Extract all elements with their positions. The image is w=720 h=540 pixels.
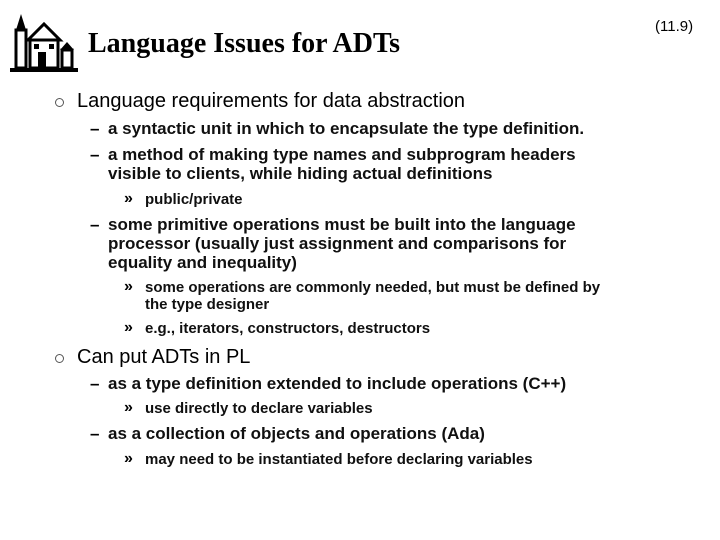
item-public-private: public/private xyxy=(145,191,243,208)
sub-primitive-operations-line3: equality and inequality) xyxy=(108,253,297,272)
dash-marker: – xyxy=(90,119,100,138)
sub-primitive-operations-line2: processor (usually just assignment and comparisons for xyxy=(108,234,567,253)
raquo-marker: » xyxy=(124,450,133,467)
raquo-marker: » xyxy=(124,190,133,207)
bullet-can-put-adts: Can put ADTs in PL xyxy=(77,346,251,368)
sub-primitive-operations-line1: some primitive operations must be built into the language xyxy=(108,215,576,234)
item-iterators: e.g., iterators, constructors, destructors xyxy=(145,320,431,337)
raquo-marker: » xyxy=(124,319,133,336)
dash-marker: – xyxy=(90,374,100,393)
raquo-marker: » xyxy=(124,399,133,416)
item-commonly-needed-line1: some operations are commonly needed, but must be defined by xyxy=(145,279,601,296)
sub-syntactic-unit: a syntactic unit in which to encapsulate the type definition. xyxy=(108,119,585,138)
bullet-dot xyxy=(55,354,64,363)
raquo-marker: » xyxy=(124,278,133,295)
sub-making-type-names-line1: a method of making type names and subprogram headers xyxy=(108,145,576,164)
item-instantiated: may need to be instantiated before declaring variables xyxy=(145,451,533,468)
castle-logo-icon xyxy=(8,10,80,76)
sub-collection-of-objects: as a collection of objects and operations (Ada) xyxy=(108,424,485,443)
sub-type-definition-extended: as a type definition extended to include operations (C++) xyxy=(108,374,567,393)
dash-marker: – xyxy=(90,424,100,443)
slide-title: Language Issues for ADTs xyxy=(88,28,400,59)
item-use-directly: use directly to declare variables xyxy=(145,400,373,417)
sub-making-type-names-line2: visible to clients, while hiding actual definitions xyxy=(108,164,493,183)
dash-marker: – xyxy=(90,215,100,234)
bullet-language-requirements: Language requirements for data abstraction xyxy=(77,90,466,112)
section-number: (11.9) xyxy=(655,18,694,35)
bullet-dot xyxy=(55,98,64,107)
dash-marker: – xyxy=(90,145,100,164)
item-commonly-needed-line2: the type designer xyxy=(145,296,270,313)
